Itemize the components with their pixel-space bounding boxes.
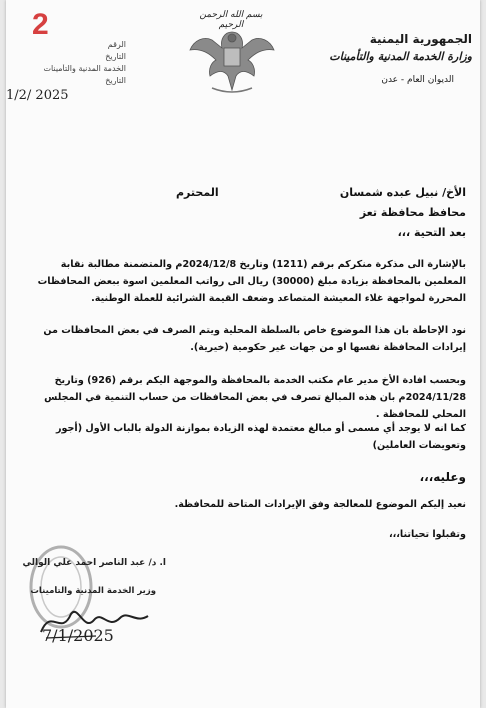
addressee-name: الأخ/ نبيل عبده شمسان: [339, 186, 466, 199]
yemen-eagle-emblem-icon: [182, 10, 282, 98]
paragraph-3: وبحسب افادة الأخ مدير عام مكتب الخدمة بالمحافظة والموجهة اليكم برقم (926) وتاريخ 2024/11/28م بان هذه المبالغ تصرف في بعض المحافظات من حساب التنمية في المجلس المحلي للمحافظة .: [44, 375, 466, 420]
basmala: بسم الله الرحمن الرحيم: [199, 10, 263, 30]
ref-label: الرقم: [107, 40, 126, 49]
handwritten-date: 1/2/ 2025: [6, 88, 69, 103]
republic-name: الجمهورية اليمنية: [369, 32, 472, 46]
date-label: التاريخ: [105, 52, 126, 61]
ministry-header: [322, 32, 472, 85]
ministry-name: وزارة الخدمة المدنية والتأمينات: [329, 50, 472, 63]
addressee-honorific: المحترم: [176, 186, 219, 199]
closing-regards: وتقبلوا تحياتنا،،،: [388, 529, 466, 540]
reference-block: [6, 40, 126, 106]
addressee-title: محافظ محافظة تعز: [359, 206, 466, 219]
greeting: بعد التحية ،،،: [397, 226, 466, 239]
signature-date: 7/1/2025: [42, 626, 114, 645]
signatory-name: أ. د/ عبد الناصر أحمد علي الوالي: [22, 558, 166, 568]
ref-line-3: الخدمة المدنية والتأمينات: [43, 64, 126, 73]
signatory-title: وزير الخدمة المدنية والتأمينات: [30, 586, 156, 596]
letter-page: [6, 0, 480, 708]
addressee-block: [26, 186, 466, 239]
corner-page-number: 2: [32, 8, 49, 41]
paragraph-1: بالإشارة الى مذكرة منكركم برقم (1211) وتاريخ 2024/12/8م والمتضمنة مطالبة نقابة المعلمين بالمحافظة بزيادة مبلغ (30000) ريال الى رواتب المعلمين اسوة ببعض المحافظات المحررة لمواجهة غلاء المعيشة المتصاعد وضعف القيمة الشرائية للعملة الوطنية.: [37, 259, 466, 304]
office-location: الديوان العام - عدن: [381, 75, 454, 85]
paragraph-4: كما انه لا يوجد أي مسمى أو مبالغ معتمدة لهذه الزيادة بموازنة الدولة بالباب الأول (أجور وتعويضات العاملين): [55, 423, 466, 451]
paragraph-2: نود الإحاطة بان هذا الموضوع خاص بالسلطة المحلية ويتم الصرف في بعض المحافظات من إيرادات المحافظة نفسها او من جهات غير حكومية (خيرية).: [43, 325, 466, 353]
closing-wa-alayh: وعليه،،،: [419, 470, 466, 484]
ref-line-4: التاريخ: [105, 76, 126, 85]
signature-block: [6, 548, 196, 658]
closing-request: نعيد إليكم الموضوع للمعالجة وفق الإيرادات المتاحة للمحافظة.: [174, 499, 466, 510]
